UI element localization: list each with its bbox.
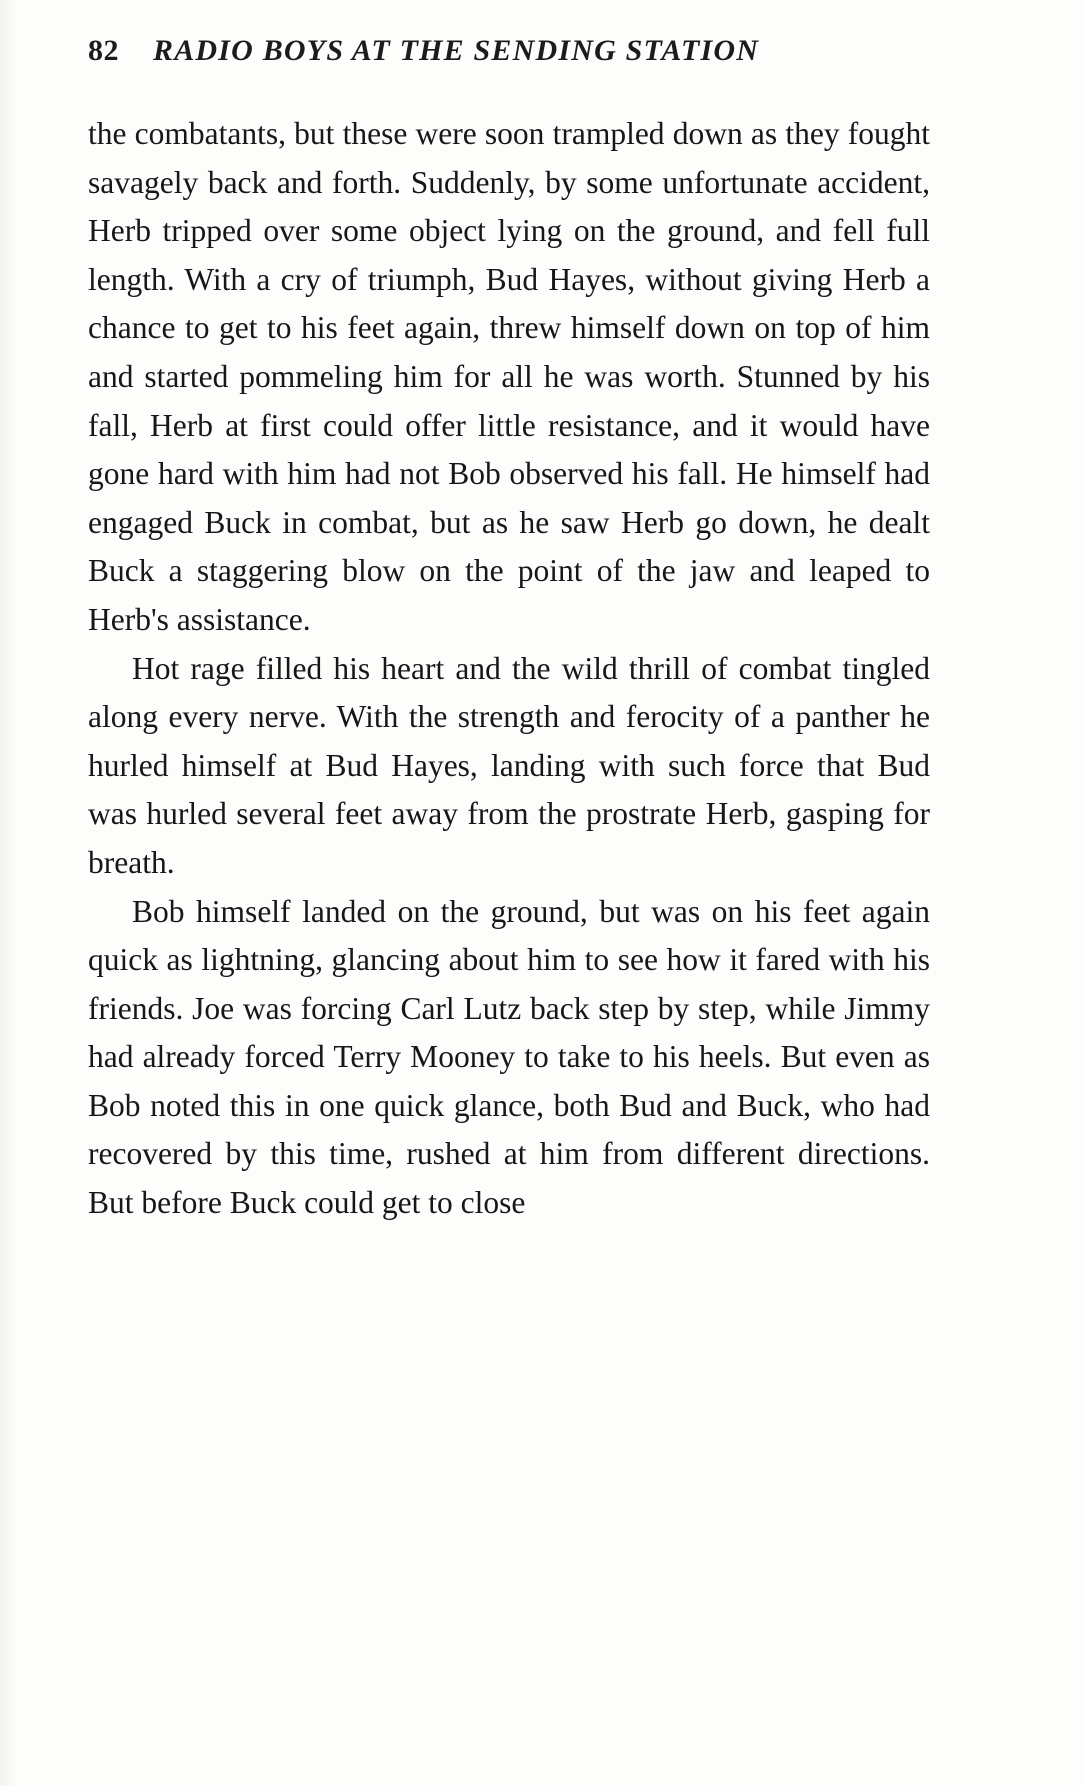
running-head	[88, 34, 930, 68]
paragraph: Bob himself landed on the ground, but was on his feet again quick as lightning, glancing about him to see how it fared with his friends. Joe was forcing Carl Lutz back step by step, while Jimmy had already forced Terry Mooney to take to his heels. But even as Bob noted this in one quick glance, both Bud and Buck, who had recovered by this time, rushed at him from different directions. But before Buck could get to close	[88, 893, 930, 1221]
page-edge-shading	[0, 0, 16, 1786]
body-text	[88, 110, 930, 1228]
page-number: 82	[88, 34, 119, 67]
paragraph: Hot rage filled his heart and the wild thrill of combat tingled along every nerve. With the strength and ferocity of a panther he hurled himself at Bud Hayes, landing with such force that Bud was hurled several feet away from the prostrate Herb, gasping for breath.	[88, 650, 930, 880]
paragraph: the combatants, but these were soon trampled down as they fought savagely back and forth. Suddenly, by some unfortunate accident, Herb tripped over some object lying on the ground, and fell full length. With a cry of triumph, Bud Hayes, without giving Herb a chance to get to his feet again, threw himself down on top of him and started pommeling him for all he was worth. Stunned by his fall, Herb at first could offer little resistance, and it would have gone hard with him had not Bob observed his fall. He himself had engaged Buck in combat, but as he saw Herb go down, he dealt Buck a staggering blow on the point of the jaw and leaped to Herb's assistance.	[88, 116, 930, 637]
page-content	[88, 34, 930, 1228]
book-title-header: RADIO BOYS AT THE SENDING STATION	[153, 34, 760, 67]
